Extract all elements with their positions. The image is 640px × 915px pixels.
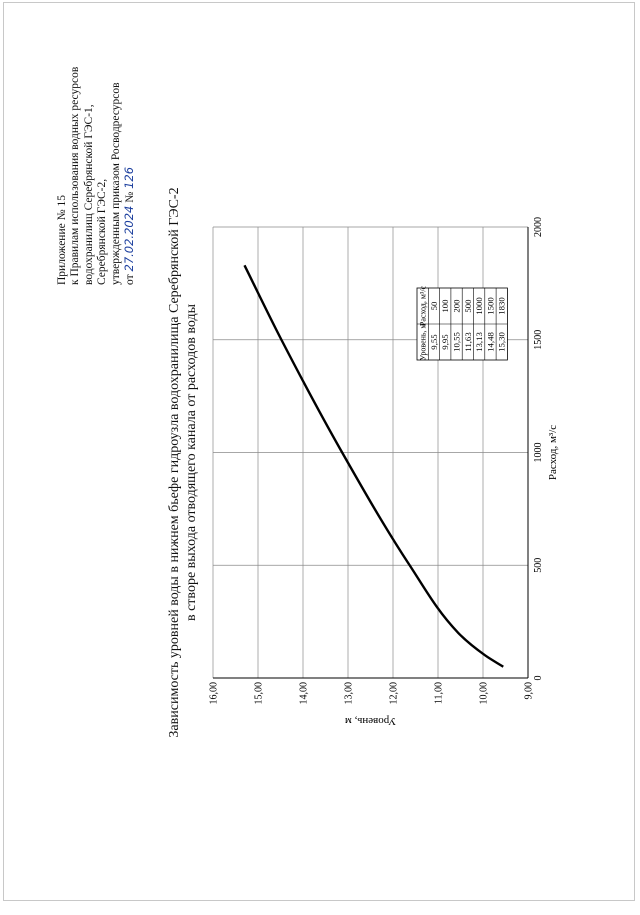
table-cell: 50 [428, 301, 439, 311]
order-date: 27.02.2024 [122, 205, 137, 272]
appendix-ref-line: водохранилищ Серебрянской ГЭС-1, [82, 104, 95, 285]
table-cell: 10,55 [451, 332, 462, 352]
table-cell: 9,95 [440, 334, 451, 350]
order-date-prefix: от [124, 274, 137, 285]
x-tick-label: 2000 [533, 217, 544, 237]
table-cell: 13,13 [474, 332, 485, 352]
order-number: 126 [122, 166, 137, 189]
table-cell: 1500 [485, 297, 496, 315]
y-tick-label: 15,00 [253, 682, 265, 705]
x-tick-label: 0 [533, 675, 544, 681]
appendix-ref-line: Серебрянской ГЭС-2, [96, 178, 109, 285]
chart-subtitle: в створе выхода отводящего канала от расходов воды [184, 303, 199, 622]
x-axis-label: Расход, м³/с [547, 424, 559, 481]
table-cell: 1000 [474, 297, 485, 315]
y-axis-label: Уровень, м [344, 715, 397, 727]
order-number-sign: № [124, 191, 137, 203]
table-cell: 14,48 [485, 332, 496, 352]
table-header-cell: Расход, м³/с [418, 285, 428, 327]
table-cell: 9,55 [428, 334, 439, 350]
y-tick-label: 14,00 [298, 682, 310, 705]
table-cell: 200 [451, 299, 462, 313]
y-tick-label: 10,00 [478, 682, 490, 705]
x-tick-label: 500 [533, 557, 544, 573]
table-header-cell: Уровень, м [418, 323, 428, 361]
x-tick-label: 1000 [533, 442, 544, 463]
appendix-ref-line: утвержденным приказом Росводресурсов [109, 82, 122, 285]
y-tick-label: 13,00 [343, 682, 355, 705]
table-cell: 500 [462, 299, 473, 313]
table-cell: 1830 [496, 297, 507, 315]
chart-title: Зависимость уровней воды в нижнем бьефе гидроузла водохранилища Серебрянской ГЭС-2 [167, 187, 182, 738]
x-tick-label: 1500 [533, 329, 544, 350]
table-cell: 100 [440, 299, 451, 313]
y-tick-label: 11,00 [433, 682, 445, 705]
data-table [417, 285, 507, 360]
appendix-number: Приложение № 15 [56, 195, 68, 285]
y-tick-label: 16,00 [208, 682, 220, 705]
table-cell: 15,30 [496, 332, 507, 352]
y-tick-label: 9,00 [523, 682, 535, 700]
table-cell: 11,63 [462, 332, 473, 352]
y-tick-label: 12,00 [388, 682, 400, 705]
appendix-ref-line: к Правилам использования водных ресурсов [69, 66, 82, 285]
